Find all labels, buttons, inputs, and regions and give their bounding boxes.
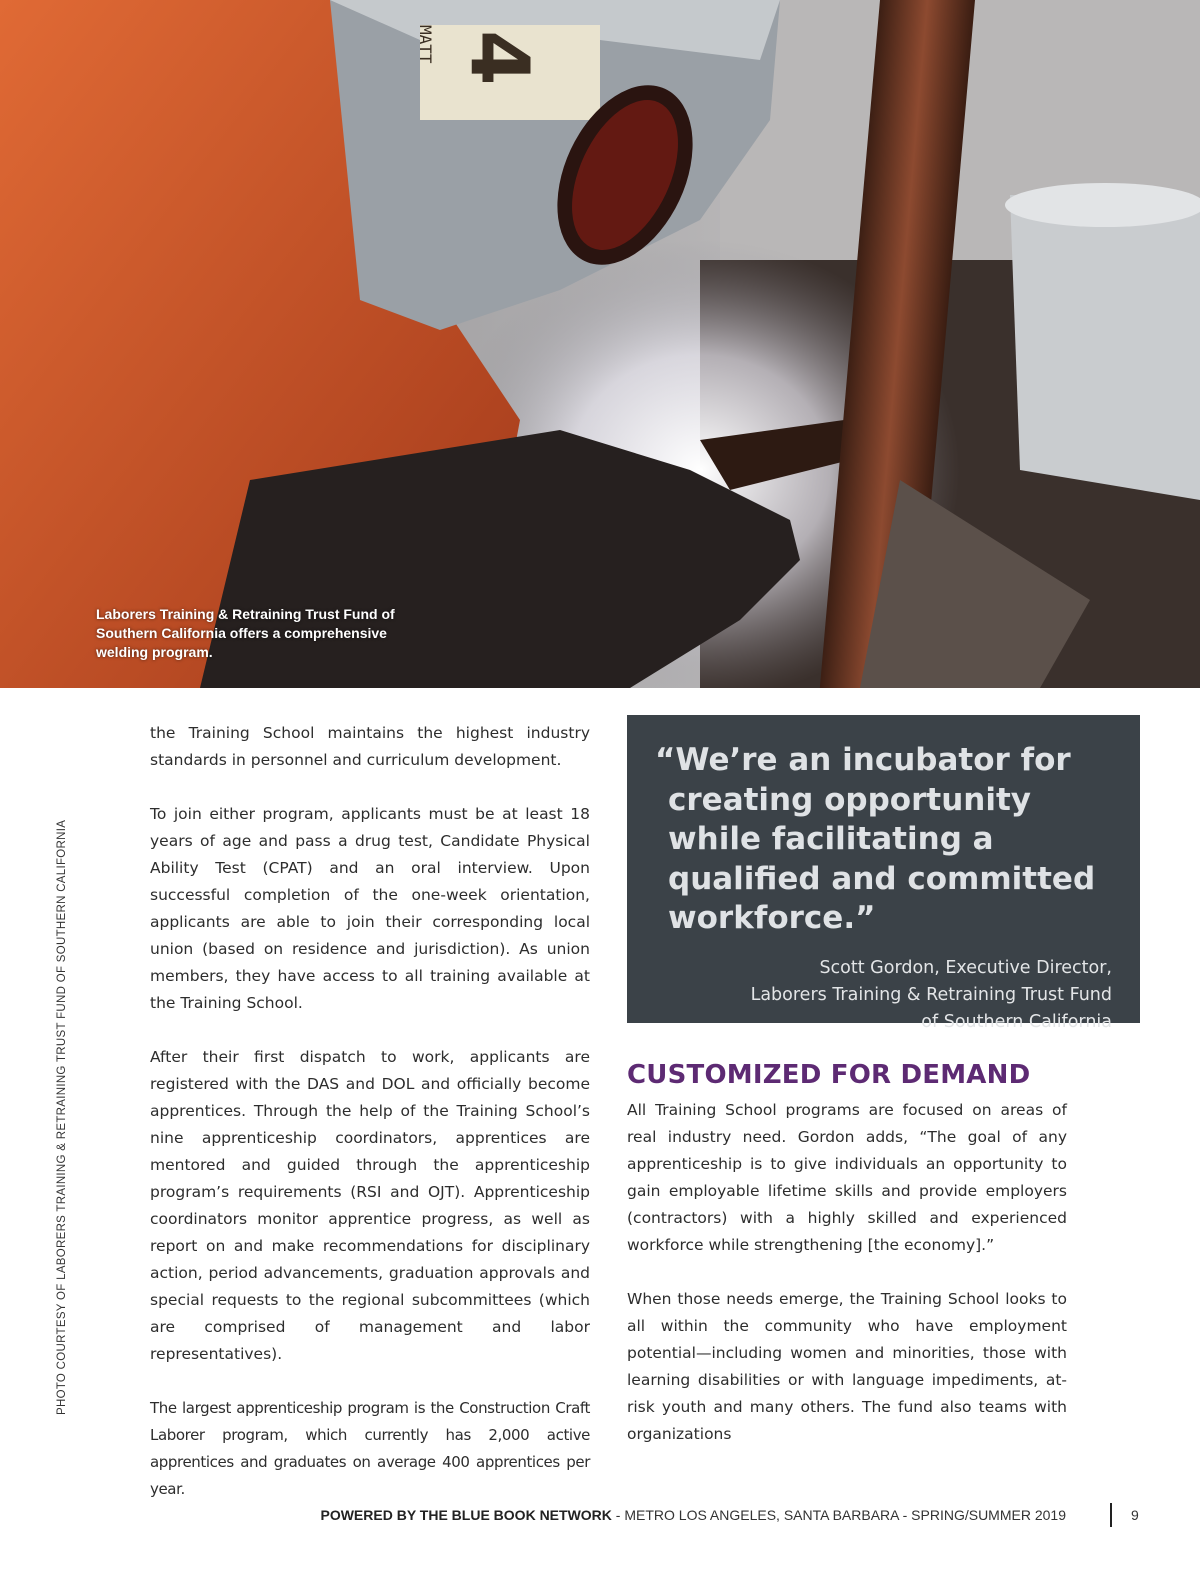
paragraph: After their first dispatch to work, applicants are registered with the DAS and DOL and officially become apprentices. Through the help of the Training School’s nine apprenticeship coordinators, apprentices are mentored and guided through the apprenticeship program’s requirements (RSI and OJT). Apprenticeship coordinators monitor apprentice progress, as well as report on and make recommendations for disciplinary action, period advancements, graduation approvals and special requests to the regional subcommittees (which are comprised of management and labor representatives). [150, 1048, 590, 1363]
helmet-name-text: MATT [416, 25, 435, 64]
photo-caption: Laborers Training & Retraining Trust Fund of Southern California offers a comprehensive welding program. [96, 606, 395, 660]
left-column [150, 720, 590, 1530]
right-column [627, 1097, 1067, 1475]
paragraph: To join either program, applicants must be at least 18 years of age and pass a drug test, Candidate Physical Ability Test (CPAT) and an oral interview. Upon successful completion of the one-week orientation, applicants are able to join their corresponding local union (based on residence and jurisdiction). As union members, they have access to all training available at the Training School. [150, 805, 590, 1012]
section-heading: CUSTOMIZED FOR DEMAND [627, 1060, 1031, 1090]
pull-quote [627, 715, 1140, 1032]
quote-attribution-line: Scott Gordon, Executive Director, [819, 957, 1112, 978]
footer-divider [1110, 1503, 1112, 1527]
helmet-number-text: 4 [453, 30, 546, 86]
footer-brand: POWERED BY THE BLUE BOOK NETWORK [320, 1507, 612, 1523]
quote-attribution-line: of Southern California [921, 1011, 1112, 1032]
footer-edition: - METRO LOS ANGELES, SANTA BARBARA - SPRING/SUMMER 2019 [611, 1507, 1066, 1523]
welding-photo-illustration [0, 0, 1200, 688]
paragraph: When those needs emerge, the Training School looks to all within the community who have employment potential—including women and minorities, those with learning disabilities or with language impediments, at-risk youth and many others. The fund also teams with organizations [627, 1290, 1067, 1443]
hero-photo [0, 0, 1200, 688]
page-number: 9 [1131, 1507, 1139, 1523]
footer-text [320, 1507, 1066, 1523]
paragraph: the Training School maintains the highest industry standards in personnel and curriculum development. [150, 724, 590, 769]
quote-text: “We’re an incubator for creating opportunity while facilitating a qualified and committed workforce.” [655, 742, 1096, 936]
quote-attribution [655, 955, 1112, 1036]
photo-credit: PHOTO COURTESY OF LABORERS TRAINING & RETRAINING TRUST FUND OF SOUTHERN CALIFORNIA [56, 819, 68, 1415]
paragraph: The largest apprenticeship program is the Construction Craft Laborer program, which currently has 2,000 active apprentices and graduates on average 400 apprentices per year. [150, 1399, 590, 1498]
quote-attribution-line: Laborers Training & Retraining Trust Fund [750, 984, 1112, 1005]
paragraph: All Training School programs are focused on areas of real industry need. Gordon adds, “The goal of any apprenticeship is to give individuals an opportunity to gain employable lifetime skills and provide employers (contractors) with a highly skilled and experienced workforce while strengthening [the economy].” [627, 1101, 1067, 1254]
